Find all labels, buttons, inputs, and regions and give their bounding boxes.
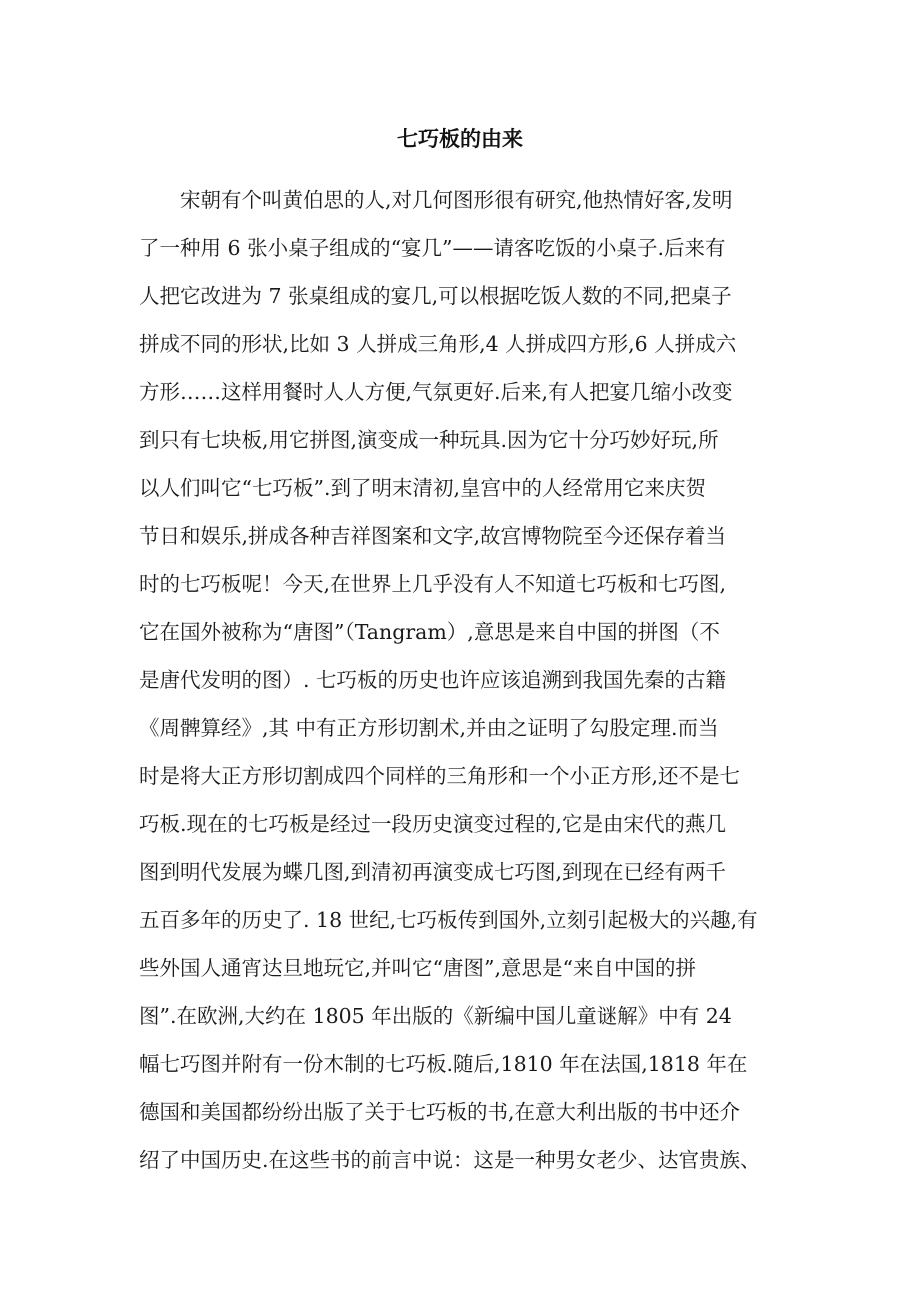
paragraph-line: 宋朝有个叫黄伯思的人,对几何图形很有研究,他热情好客,发明 [139, 188, 733, 212]
document-title: 七巧板的由来 [397, 126, 523, 151]
paragraph-line: 人把它改进为 7 张桌组成的宴几,可以根据吃饭人数的不同,把桌子 [139, 284, 732, 308]
paragraph-line: 以人们叫它“七巧板”.到了明末清初,皇宫中的人经常用它来庆贺 [139, 476, 706, 500]
paragraph-line: 方形……这样用餐时人人方便,气氛更好.后来,有人把宴几缩小改变 [139, 380, 733, 404]
paragraph-line: 绍了中国历史.在这些书的前言中说：这是一种男女老少、达官贵族、 [139, 1148, 761, 1172]
paragraph-line: 些外国人通宵达旦地玩它,并叫它“唐图”,意思是“来自中国的拼 [139, 956, 696, 980]
paragraph-line: 巧板.现在的七巧板是经过一段历史演变过程的,它是由宋代的燕几 [139, 812, 727, 836]
paragraph-line: 幅七巧图并附有一份木制的七巧板.随后,1810 年在法国,1818 年在 [139, 1052, 748, 1076]
paragraph-line: 图”.在欧洲,大约在 1805 年出版的《新编中国儿童谜解》中有 24 [139, 1004, 732, 1028]
paragraph-line: 了一种用 6 张小桌子组成的“宴几”——请客吃饭的小桌子.后来有 [139, 236, 726, 260]
paragraph-line: 它在国外被称为“唐图”（Tangram）,意思是来自中国的拼图（不 [139, 620, 720, 644]
paragraph-line: 时是将大正方形切割成四个同样的三角形和一个小正方形,还不是七 [139, 764, 741, 788]
paragraph-line: 时的七巧板呢！今天,在世界上几乎没有人不知道七巧板和七巧图, [139, 572, 727, 596]
paragraph-line: 拼成不同的形状,比如 3 人拼成三角形,4 人拼成四方形,6 人拼成六 [139, 332, 737, 356]
paragraph-line: 德国和美国都纷纷出版了关于七巧板的书,在意大利出版的书中还介 [139, 1100, 741, 1124]
paragraph-line: 到只有七块板,用它拼图,演变成一种玩具.因为它十分巧妙好玩,所 [139, 428, 719, 452]
paragraph-line: 节日和娱乐,拼成各种吉祥图案和文字,故宫博物院至今还保存着当 [139, 524, 727, 548]
body-paragraph [139, 181, 819, 1189]
paragraph-line: 五百多年的历史了. 18 世纪,七巧板传到国外,立刻引起极大的兴趣,有 [139, 908, 758, 932]
paragraph-line: 是唐代发明的图）. 七巧板的历史也许应该追溯到我国先秦的古籍 [139, 668, 727, 692]
paragraph-line: 《周髀算经》,其 中有正方形切割术,并由之证明了勾股定理.而当 [139, 716, 719, 740]
paragraph-line: 图到明代发展为蝶几图,到清初再演变成七巧图,到现在已经有两千 [139, 860, 727, 884]
